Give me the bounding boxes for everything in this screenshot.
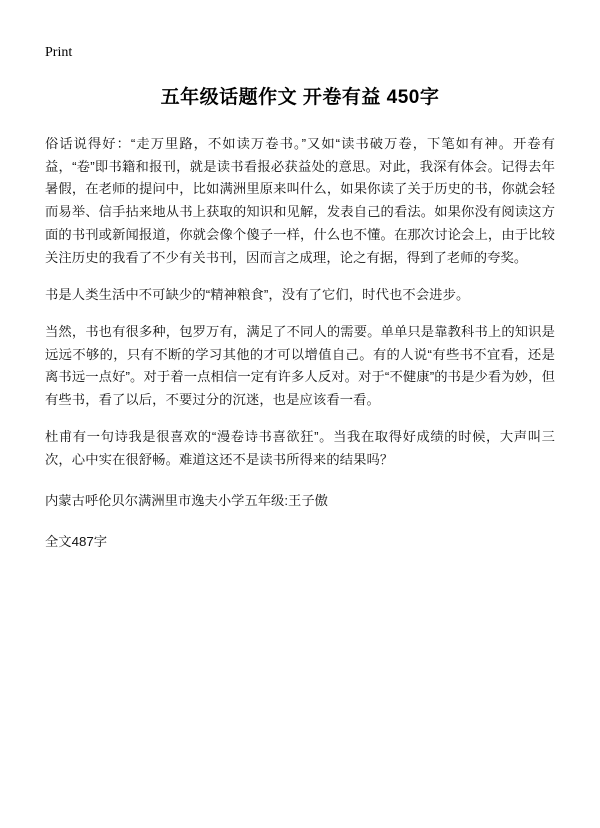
paragraph: 俗话说得好：“走万里路，不如读万卷书。”又如“读书破万卷，下笔如有神。开卷有益，“卷”即书籍和报刊，就是读书看报必获益处的意思。对此，我深有体会。记得去年暑假，在老师的提问中，比如满洲里原来叫什么，如果你读了关于历史的书，你就会轻而易举、信手拈来地从书上获取的知识和见解，发表自己的看法。如果你没有阅读这方面的书刊或新闻报道，你就会像个傻子一样，什么也不懂。在那次讨论会上，由于比较关注历史的我看了不少有关书刊，因而言之成理，论之有据，得到了老师的夸奖。 xyxy=(45,135,555,265)
paragraph: 当然，书也有很多种，包罗万有，满足了不同人的需要。单单只是靠教科书上的知识是远远不够的，只有不断的学习其他的才可以增值自己。有的人说“有些书不宜看，还是离书远一点好”。对于着一点相信一定有许多人反对。对于“不健康”的书是少看为妙，但有些书，看了以后，不要过分的沉迷，也是应该看一看。 xyxy=(45,323,555,408)
author-signature: 内蒙古呼伦贝尔满洲里市逸夫小学五年级:王子傲 xyxy=(45,492,328,508)
article-body xyxy=(45,133,555,554)
print-button[interactable]: Print xyxy=(45,45,73,60)
page-title: 五年级话题作文 开卷有益 450字 xyxy=(160,87,440,108)
word-count: 全文487字 xyxy=(45,533,108,549)
paragraph: 书是人类生活中不可缺少的“精神粮食”，没有了它们，时代也不会进步。 xyxy=(45,286,470,302)
paragraph: 杜甫有一句诗我是很喜欢的“漫卷诗书喜欲狂”。当我在取得好成绩的时候，大声叫三次，心中实在很舒畅。难道这还不是读书所得来的结果吗？ xyxy=(45,429,555,467)
